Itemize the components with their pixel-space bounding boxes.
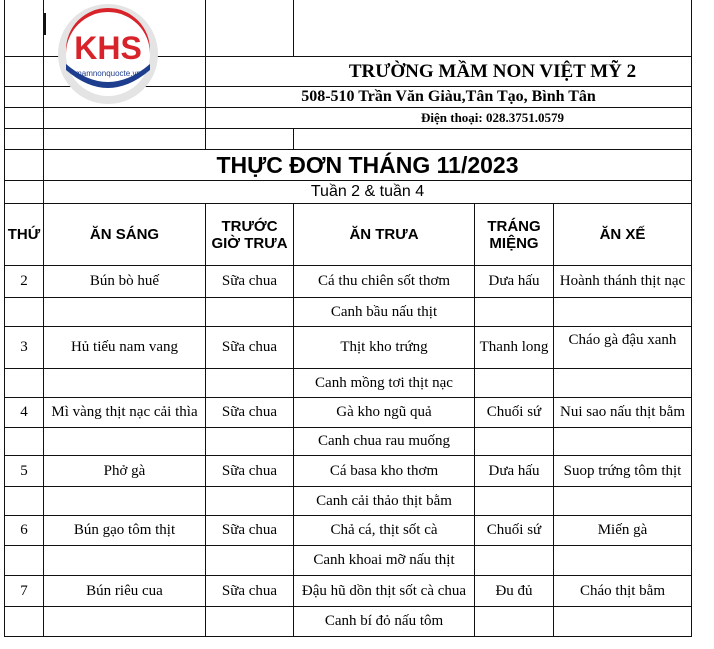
logo-brand: KHS (74, 30, 142, 66)
snack-cell: Nui sao nấu thịt bằm (560, 404, 685, 420)
header-pre-lunch-line1: TRƯỚC (221, 217, 278, 235)
grid-line (205, 0, 206, 149)
school-address: 508-510 Trần Văn Giàu,Tân Tạo, Bình Tân (301, 88, 596, 105)
lunch-cell: Chả cá, thịt sốt cà (330, 522, 438, 538)
menu-title: THỰC ĐƠN THÁNG 11/2023 (216, 151, 519, 178)
logo-site: mamnonquocte.vn (75, 69, 141, 78)
soup-cell: Canh cải thảo thịt bằm (316, 492, 452, 509)
day-number: 4 (20, 404, 28, 420)
dessert-cell: Chuối sứ (486, 404, 542, 420)
dessert-cell: Đu đủ (495, 582, 533, 599)
grid-line (293, 0, 294, 56)
cell-cursor (44, 13, 46, 35)
day-number: 3 (20, 339, 28, 355)
day-number: 5 (20, 462, 28, 479)
breakfast-cell: Phở gà (103, 462, 146, 479)
dessert-cell: Dưa hấu (488, 273, 540, 289)
breakfast-cell: Bún gạo tôm thịt (73, 522, 176, 538)
day-number: 2 (20, 273, 28, 289)
khs-logo-icon (52, 4, 164, 104)
pre-lunch-cell: Sữa chua (221, 522, 278, 538)
breakfast-cell: Bún bò huế (89, 273, 160, 289)
day-number: 6 (20, 522, 28, 538)
header-snack: ĂN XẾ (599, 226, 646, 243)
header-dessert-line2: MIỆNG (489, 234, 539, 252)
grid-line (4, 128, 691, 129)
grid-line (691, 0, 692, 637)
pre-lunch-cell: Sữa chua (221, 582, 278, 599)
header-pre-lunch (206, 204, 293, 265)
header-breakfast: ĂN SÁNG (89, 226, 160, 243)
dessert-cell: Chuối sứ (486, 522, 542, 538)
snack-cell: Hoành thánh thịt nạc (559, 273, 686, 289)
menu-weeks: Tuần 2 & tuần 4 (310, 183, 425, 200)
snack-cell: Cháo gà đậu xanh (568, 331, 677, 348)
lunch-cell: Cá basa kho thơm (329, 462, 439, 479)
header-pre-lunch-line2: GIỜ TRƯA (211, 234, 288, 252)
lunch-cell: Đậu hũ dồn thịt sốt cà chua (301, 582, 467, 599)
soup-cell: Canh chua rau muống (317, 433, 451, 449)
pre-lunch-cell: Sữa chua (221, 339, 278, 355)
breakfast-cell: Hủ tiếu nam vang (70, 339, 179, 355)
dessert-cell: Dưa hấu (488, 462, 540, 479)
pre-lunch-cell: Sữa chua (221, 462, 278, 479)
school-phone: Điện thoại: 028.3751.0579 (421, 110, 564, 125)
grid-line (293, 128, 294, 149)
header-dessert-line1: TRÁNG (487, 217, 541, 235)
soup-cell: Canh mồng tơi thịt nạc (315, 374, 453, 391)
soup-cell: Canh khoai mỡ nấu thịt (313, 552, 455, 568)
pre-lunch-cell: Sữa chua (221, 273, 278, 289)
soup-cell: Canh bí đỏ nấu tôm (324, 613, 444, 629)
lunch-cell: Gà kho ngũ quả (336, 404, 432, 420)
grid-line (4, 636, 691, 637)
snack-cell: Suop trứng tôm thịt (563, 462, 682, 479)
header-lunch: ĂN TRƯA (349, 226, 419, 243)
school-logo (52, 4, 164, 104)
day-number: 7 (20, 582, 28, 599)
header-dessert (475, 204, 553, 265)
soup-cell: Canh bầu nấu thịt (330, 303, 438, 320)
lunch-cell: Thịt kho trứng (340, 339, 428, 355)
breakfast-cell: Bún riêu cua (86, 582, 163, 599)
school-name: TRƯỜNG MẦM NON VIỆT MỸ 2 (348, 60, 637, 82)
snack-cell: Cháo thịt bằm (580, 582, 665, 599)
pre-lunch-cell: Sữa chua (221, 404, 278, 420)
dessert-cell: Thanh long (479, 339, 549, 355)
lunch-cell: Cá thu chiên sốt thơm (317, 273, 451, 289)
header-day: THỨ (7, 226, 41, 243)
snack-cell: Miến gà (597, 522, 648, 538)
breakfast-cell: Mì vàng thịt nạc cải thìa (51, 404, 198, 420)
